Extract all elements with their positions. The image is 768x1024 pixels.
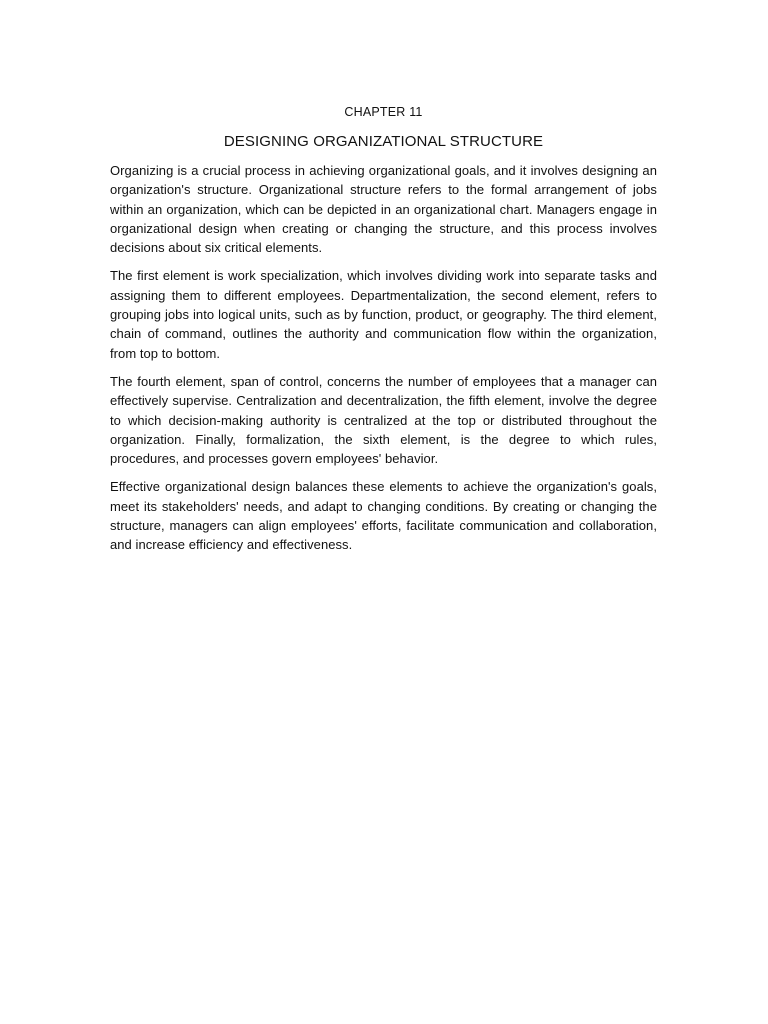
- chapter-label: CHAPTER 11: [344, 105, 423, 119]
- chapter-title: DESIGNING ORGANIZATIONAL STRUCTURE: [223, 133, 544, 150]
- page-content: [110, 104, 657, 564]
- paragraph-1: Organizing is a crucial process in achieving organizational goals, and it involves designing an organization's structure. Organizational structure refers to the formal arrangement of jobs within an organization, which can be depicted in an organizational chart. Managers engage in organizational design when creating or changing the structure, and this process involves decisions about six critical elements.: [110, 163, 657, 256]
- paragraph-4: Effective organizational design balances these elements to achieve the organization's goals, meet its stakeholders' needs, and adapt to changing conditions. By creating or changing the structure, managers can align employees' efforts, facilitate communication and collaboration, and increase efficiency and effectiveness.: [110, 479, 657, 553]
- paragraph-2: The first element is work specialization, which involves dividing work into separate tasks and assigning them to different employees. Departmentalization, the second element, refers to grouping jobs into logical units, such as by function, product, or geography. The third element, chain of command, outlines the authority and communication flow within the organization, from top to bottom.: [110, 268, 657, 361]
- paragraph-3: The fourth element, span of control, concerns the number of employees that a manager can effectively supervise. Centralization and decentralization, the fifth element, involve the degree to which decision-making authority is centralized at the top or distributed throughout the organization. Finally, formalization, the sixth element, is the degree to which rules, procedures, and processes govern employees' behavior.: [110, 373, 657, 467]
